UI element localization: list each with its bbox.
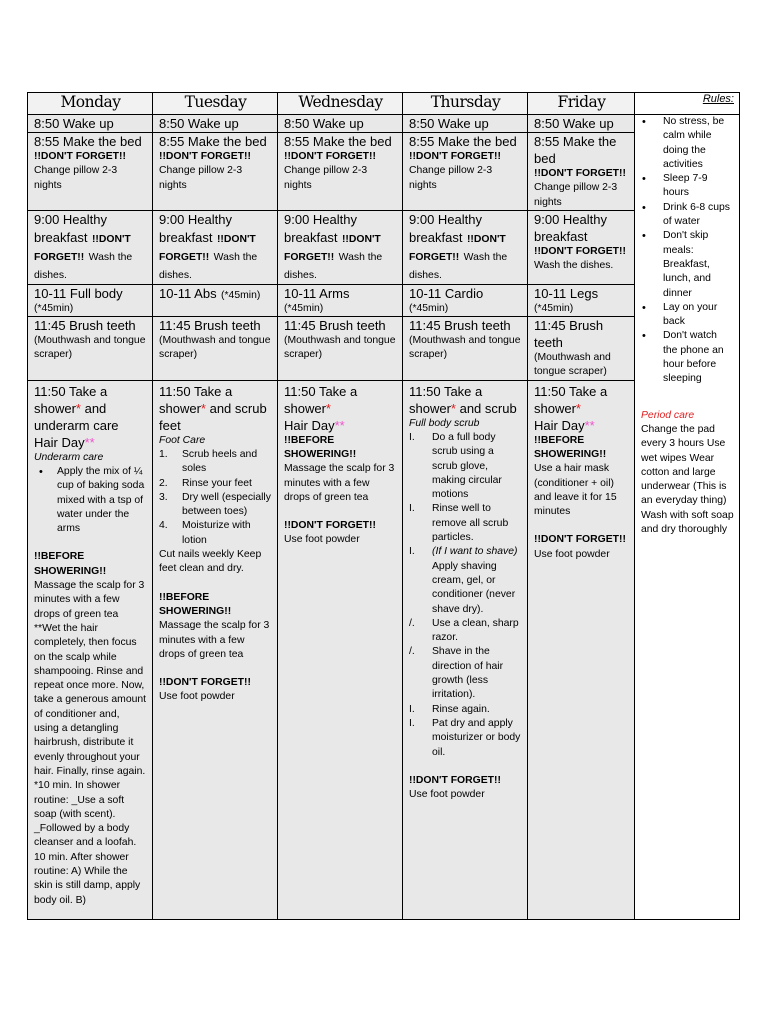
row-workout (28, 284, 740, 316)
rule-item: • Don't watch the phone an hour before sleeping (663, 329, 734, 386)
teeth-note: (Mouthwash and tongue scraper) (34, 335, 146, 361)
workout-duration: (*45min) (409, 302, 449, 314)
scrub-step (409, 502, 522, 545)
step-number: /. (409, 617, 415, 629)
header-wednesday: Wednesday (278, 93, 403, 115)
bed-main: 8:55 Make the bed (159, 134, 267, 149)
header-thursday: Thursday (403, 93, 528, 115)
workout-duration: (*45min) (34, 302, 74, 314)
teeth-note: (Mouthwash and tongue scraper) (534, 352, 611, 378)
dont-forget-label: !!DON'T FORGET!! (409, 233, 506, 264)
breakfast-note: Wash the dishes. (284, 252, 383, 282)
hair-day-line (284, 417, 397, 434)
dont-forget-label: !!DON'T FORGET!! (159, 677, 251, 689)
bed-monday (28, 133, 153, 211)
header-row (28, 93, 740, 115)
row-bed (28, 133, 740, 211)
double-star-mark: ** (84, 434, 95, 450)
row-breakfast (28, 210, 740, 284)
shower-title-text: 11:50 Take a shower (284, 383, 358, 416)
before-showering-label: !!BEFORE SHOWERING!! (34, 551, 107, 577)
breakfast-friday (528, 210, 635, 284)
breakfast-main: 9:00 Healthy breakfast (409, 211, 482, 245)
step-number: 4. (159, 520, 168, 532)
shower-title-text: 11:50 Take a shower (34, 383, 108, 416)
teeth-main: 11:45 Brush teeth (409, 318, 511, 334)
breakfast-note: Wash the dishes. (409, 252, 508, 282)
hair-day-label: Hair Day (534, 417, 585, 433)
hair-day-label: Hair Day (284, 417, 335, 433)
teeth-note: (Mouthwash and tongue scraper) (159, 335, 271, 361)
teeth-friday (528, 317, 635, 381)
foot-care-title: Foot Care (159, 434, 206, 446)
period-care (641, 409, 734, 538)
foot-care-steps (159, 448, 272, 548)
workout-main: 10-11 Legs (534, 285, 599, 301)
workout-main: 10-11 Abs (159, 285, 217, 301)
weekly-schedule-table (27, 92, 740, 920)
workout-friday (528, 284, 635, 316)
scalp-massage-text: Massage the scalp for 3 minutes with a few drops of green tea (159, 620, 270, 660)
row-wake (28, 115, 740, 133)
foot-care-extra: Cut nails weekly Keep feet clean and dry. (159, 549, 262, 575)
dont-forget-label: !!DON'T FORGET!! (34, 151, 126, 162)
foot-care-step (159, 477, 272, 491)
hair-day-label: Hair Day (34, 434, 85, 450)
foot-powder-note: Use foot powder (534, 548, 610, 560)
dont-forget-label: !!DON'T FORGET!! (284, 233, 381, 264)
step-text: Pat dry and apply moisturizer or body oil. (432, 717, 521, 758)
dont-forget-label: !!DON'T FORGET!! (534, 168, 626, 179)
scrub-step (409, 703, 522, 717)
dont-forget-label: !!DON'T FORGET!! (409, 774, 501, 786)
bed-thursday (403, 133, 528, 211)
before-showering-label: !!BEFORE SHOWERING!! (159, 591, 232, 617)
rules-list (641, 115, 734, 387)
bed-main: 8:55 Make the bed (284, 134, 392, 149)
step-text: Rinse your feet (182, 477, 252, 489)
teeth-main: 11:45 Brush teeth (534, 318, 604, 351)
step-number: /. (409, 646, 415, 658)
wake-friday: 8:50 Wake up (528, 115, 635, 133)
dont-forget-label: !!DON'T FORGET!! (34, 233, 131, 264)
shower-title-extra: and scrub (455, 400, 517, 416)
step-number: I. (409, 703, 415, 715)
teeth-tuesday (153, 317, 278, 381)
teeth-note: (Mouthwash and tongue scraper) (284, 335, 396, 361)
bed-note: Change pillow 2-3 nights (409, 165, 493, 191)
header-friday: Friday (528, 93, 635, 115)
breakfast-note: Wash the dishes. (159, 252, 258, 282)
breakfast-note: Wash the dishes. (534, 260, 614, 272)
shower-title (534, 383, 629, 417)
dont-forget-label: !!DON'T FORGET!! (284, 151, 376, 162)
shower-title (284, 383, 397, 417)
teeth-monday (28, 317, 153, 381)
rule-item: • Sleep 7-9 hours (663, 172, 734, 201)
breakfast-main: 9:00 Healthy breakfast (534, 211, 607, 244)
shower-title-extra: and scrub feet (159, 400, 267, 433)
step-number: I. (409, 546, 415, 558)
scrub-step (409, 617, 522, 646)
dont-forget-label: !!DON'T FORGET!! (409, 151, 501, 162)
rule-item: • Drink 6-8 cups of water (663, 201, 734, 230)
dont-forget-label: !!DON'T FORGET!! (159, 151, 251, 162)
step-text: Rinse well to remove all scrub particles. (432, 503, 509, 544)
foot-powder-note: Use foot powder (159, 691, 235, 703)
bed-note: Change pillow 2-3 nights (34, 165, 118, 191)
workout-tuesday (153, 284, 278, 316)
foot-care-step (159, 448, 272, 477)
header-tuesday: Tuesday (153, 93, 278, 115)
shower-tuesday (153, 380, 278, 919)
step-number: 3. (159, 491, 168, 503)
bed-wednesday (278, 133, 403, 211)
breakfast-main: 9:00 Healthy breakfast (34, 211, 107, 245)
bed-friday (528, 133, 635, 211)
workout-monday (28, 284, 153, 316)
period-care-text: Change the pad every 3 hours Use wet wipes Wear cotton and large underwear (This is an everyday thing) Wash with soft soap and dry thoroughly (641, 423, 734, 536)
breakfast-main: 9:00 Healthy breakfast (159, 211, 232, 245)
workout-duration: (*45min) (221, 289, 261, 301)
scrub-step (409, 545, 522, 616)
wake-thursday: 8:50 Wake up (403, 115, 528, 133)
step-number: I. (409, 503, 415, 515)
shower-title-text: 11:50 Take a shower (534, 383, 608, 416)
shower-monday (28, 380, 153, 919)
star-mark: * (325, 400, 331, 416)
step-text: Shave in the direction of hair growth (less irritation). (432, 646, 504, 701)
shower-title (159, 383, 272, 434)
dont-forget-label: !!DON'T FORGET!! (534, 245, 626, 257)
wake-tuesday: 8:50 Wake up (153, 115, 278, 133)
teeth-note: (Mouthwash and tongue scraper) (409, 335, 521, 361)
bed-note: Change pillow 2-3 nights (534, 182, 618, 208)
header-rules: Rules: (635, 93, 740, 115)
foot-care-step (159, 491, 272, 520)
bed-main: 8:55 Make the bed (534, 134, 617, 166)
breakfast-wednesday (278, 210, 403, 284)
workout-main: 10-11 Full body (34, 285, 123, 301)
step-text: Moisturize with lotion (182, 520, 251, 546)
workout-wednesday (278, 284, 403, 316)
foot-care-step (159, 519, 272, 548)
star-mark: * (75, 400, 81, 416)
dont-forget-label: !!DON'T FORGET!! (159, 233, 256, 264)
step-text: Rinse again. (432, 703, 490, 715)
workout-duration: (*45min) (534, 302, 574, 314)
hair-routine-text: Massage the scalp for 3 minutes with a few drops of green tea **Wet the hair completely, then focus on the scalp while shampooing. Rinse and repeat once more. Now, take a generous amount of conditioner and, using a detangling hairbrush, distribute it evenly throughout your hair. Finally, rinse again. *10 min. In shower routine: _Use a soft soap (with scent). _Followed by a body cleanser and a loofah. 10 min. After shower routine: A) While the skin is still damp, apply body oil. B) (34, 580, 147, 906)
scrub-step (409, 717, 522, 760)
before-showering-label: !!BEFORE SHOWERING!! (284, 434, 357, 460)
breakfast-tuesday (153, 210, 278, 284)
step-condition: (If I want to shave) (432, 546, 518, 558)
workout-main: 10-11 Cardio (409, 285, 484, 301)
wake-monday: 8:50 Wake up (28, 115, 153, 133)
step-number: 1. (159, 448, 168, 460)
shower-title (34, 383, 147, 434)
step-number: I. (409, 717, 415, 729)
star-mark: * (575, 400, 581, 416)
underarm-care-title: Underarm care (34, 451, 104, 463)
shower-title-text: 11:50 Take a shower (159, 383, 233, 416)
double-star-mark: ** (584, 417, 595, 433)
rule-item: • Lay on your back (663, 301, 734, 330)
dont-forget-label: !!DON'T FORGET!! (284, 520, 376, 532)
rule-item: • Don't skip meals: Breakfast, lunch, and dinner (663, 229, 734, 300)
star-mark: * (450, 400, 456, 416)
step-text: Scrub heels and soles (182, 448, 258, 475)
step-number: I. (409, 431, 415, 443)
shower-friday (528, 380, 635, 919)
star-mark: * (200, 400, 206, 416)
shower-thursday (403, 380, 528, 919)
body-scrub-title: Full body scrub (409, 417, 480, 429)
hair-day-line (34, 434, 147, 451)
teeth-main: 11:45 Brush teeth (34, 318, 136, 334)
scalp-massage-text: Massage the scalp for 3 minutes with a few drops of green tea (284, 463, 395, 503)
dont-forget-label: !!DON'T FORGET!! (534, 534, 626, 546)
breakfast-monday (28, 210, 153, 284)
step-text: Use a clean, sharp razor. (432, 617, 519, 644)
before-showering-label: !!BEFORE SHOWERING!! (534, 434, 607, 460)
breakfast-thursday (403, 210, 528, 284)
bed-main: 8:55 Make the bed (34, 134, 142, 149)
teeth-thursday (403, 317, 528, 381)
breakfast-note: Wash the dishes. (34, 252, 133, 282)
shower-title-text: 11:50 Take a shower (409, 383, 483, 416)
shower-title-extra: and underarm care (34, 400, 119, 433)
rule-item: • No stress, be calm while doing the activities (663, 115, 734, 172)
bed-note: Change pillow 2-3 nights (284, 165, 368, 191)
header-monday: Monday (28, 93, 153, 115)
hair-mask-text: Use a hair mask (conditioner + oil) and leave it for 15 minutes (534, 463, 617, 518)
teeth-wednesday (278, 317, 403, 381)
body-scrub-steps (409, 431, 522, 760)
period-care-title: Period care (641, 409, 695, 421)
workout-duration: (*45min) (284, 302, 324, 314)
step-text: Do a full body scrub using a scrub glove, making circular motions (432, 431, 502, 501)
breakfast-main: 9:00 Healthy breakfast (284, 211, 357, 245)
scrub-step (409, 431, 522, 502)
rules-cell (635, 115, 740, 920)
step-number: 2. (159, 477, 168, 489)
row-teeth (28, 317, 740, 381)
wake-wednesday: 8:50 Wake up (278, 115, 403, 133)
bed-tuesday (153, 133, 278, 211)
underarm-step: • Apply the mix of ¼ cup of baking soda mixed with a tsp of water under the arms (57, 465, 147, 536)
teeth-main: 11:45 Brush teeth (159, 318, 261, 334)
workout-thursday (403, 284, 528, 316)
bed-main: 8:55 Make the bed (409, 134, 517, 149)
scrub-step (409, 645, 522, 702)
step-text: Apply shaving cream, gel, or conditioner (never shave dry). (432, 560, 516, 615)
foot-powder-note: Use foot powder (284, 534, 360, 546)
hair-day-line (534, 417, 629, 434)
foot-powder-note: Use foot powder (409, 789, 485, 801)
workout-main: 10-11 Arms (284, 285, 350, 301)
step-text: Dry well (especially between toes) (182, 491, 271, 518)
double-star-mark: ** (334, 417, 345, 433)
bed-note: Change pillow 2-3 nights (159, 165, 243, 191)
underarm-list (34, 465, 147, 536)
teeth-main: 11:45 Brush teeth (284, 318, 386, 334)
row-shower (28, 380, 740, 919)
shower-wednesday (278, 380, 403, 919)
shower-title (409, 383, 522, 417)
